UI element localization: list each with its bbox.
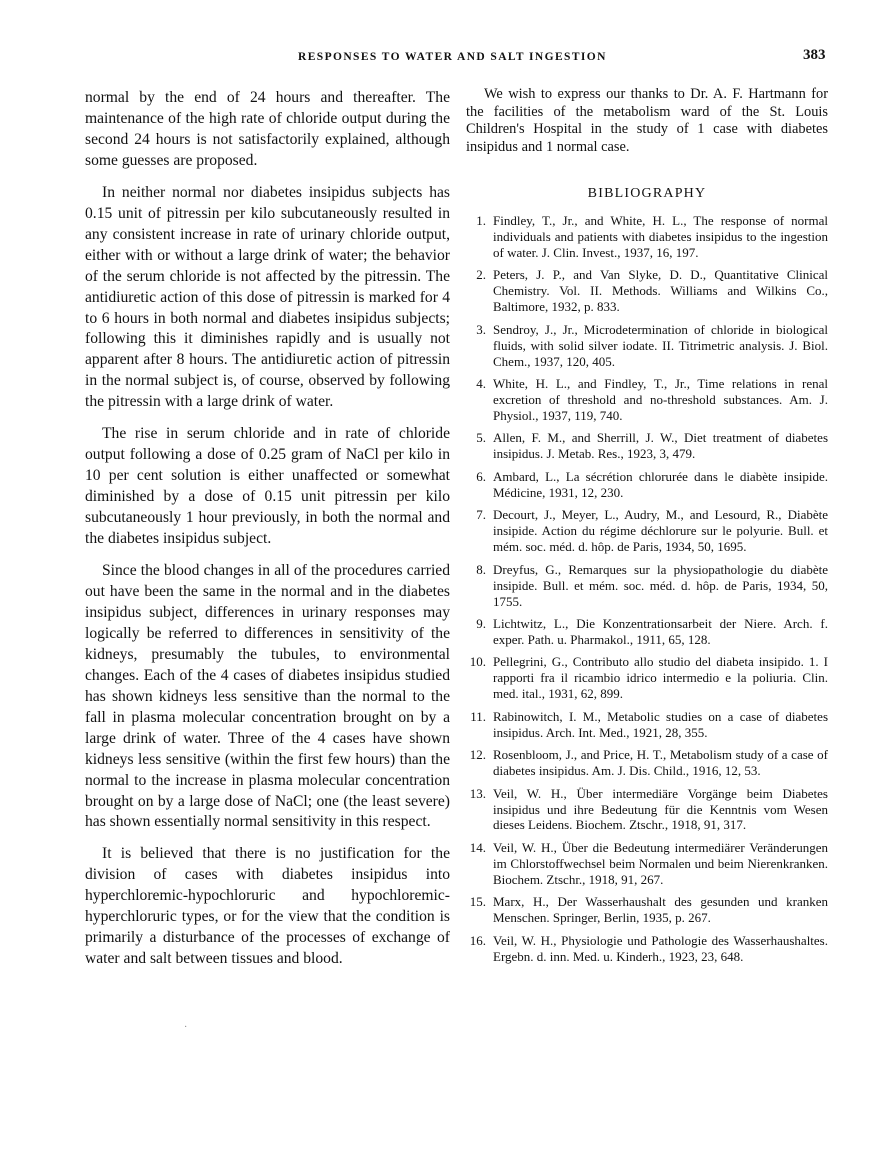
reference-number: 16. <box>469 932 486 948</box>
reference-text: Ambard, L., La sécrétion chlorurée dans le diabète insipide. Médicine, 1931, 12, 230. <box>493 468 828 500</box>
reference-number: 8. <box>476 561 486 577</box>
bibliography-item <box>466 840 828 888</box>
page-header <box>0 47 880 67</box>
right-column <box>466 86 828 971</box>
reference-text: Veil, W. H., Über intermediäre Vorgänge beim Diabetes insipidus und ihre Bedeutung für die Kenntnis vom Wesen dieses Leidens. Biochem. Ztschr., 1918, 91, 317. <box>493 785 828 833</box>
reference-number: 1. <box>476 213 486 228</box>
bibliography-item <box>466 562 828 610</box>
reference-number: 6. <box>476 468 486 484</box>
reference-text: Pellegrini, G., Contributo allo studio del diabeta insipido. 1. I rapporti fra il ricambio idrico intermedio e la poliuria. Clin. med. ital., 1931, 62, 899. <box>493 654 828 702</box>
bibliography-item <box>466 616 828 648</box>
reference-text: Sendroy, J., Jr., Microdetermination of chloride in biological fluids, with solid silver iodate. II. Titrimetric analysis. J. Biol. Chem., 1937, 120, 405. <box>493 321 828 369</box>
reference-text: Lichtwitz, L., Die Konzentrationsarbeit der Niere. Arch. f. exper. Path. u. Pharmakol., 1911, 65, 128. <box>493 615 828 647</box>
page-mark: · <box>184 1022 188 1033</box>
reference-text: Veil, W. H., Über die Bedeutung intermediärer Veränderungen im Chlorstoffwechsel beim Normalen und beim Nierenkranken. Biochem. Ztschr., 1918, 91, 267. <box>493 839 828 887</box>
reference-number: 14. <box>469 839 486 855</box>
reference-text: Allen, F. M., and Sherrill, J. W., Diet treatment of diabetes insipidus. J. Metab. Res., 1923, 3, 479. <box>493 430 828 462</box>
bibliography-item <box>466 322 828 370</box>
bibliography-item <box>466 376 828 424</box>
bibliography-item <box>466 213 828 261</box>
bibliography-item <box>466 267 828 315</box>
reference-number: 10. <box>469 654 486 670</box>
left-column <box>85 88 450 981</box>
reference-number: 2. <box>476 267 486 283</box>
running-title: RESPONSES TO WATER AND SALT INGESTION <box>298 51 607 63</box>
reference-text: Rabinowitch, I. M., Metabolic studies on a case of diabetes insipidus. Arch. Int. Med., 1921, 28, 355. <box>493 708 828 740</box>
reference-number: 12. <box>469 747 486 763</box>
reference-number: 13. <box>469 785 486 801</box>
paragraph: The rise in serum chloride and in rate of chloride output following a dose of 0.25 gram of NaCl per kilo in 10 per cent solution is either unaffected or somewhat diminished by a dose of 0.15 unit pitressin per kilo subcutaneously 1 hour previously, in both the normal and the diabetes insipidus subject. <box>85 425 450 548</box>
paragraph: Since the blood changes in all of the procedures carried out have been the same in the normal and in the diabetes insipidus subject, differences in urinary responses may logically be referred to differences in sensitivity of the kidneys, presumably the tubules, to environmental changes. Each of the 4 cases of diabetes insipidus studied has shown kidneys less sensitive than the normal to the fall in plasma molecular concentration brought on by a large drink of water. Three of the 4 cases have shown kidneys less sensitive (within the first few hours) than the normal to the increase in plasma molecular concentration brought on by a large dose of NaCl; one (the least severe) has shown essentially normal sensitivity in this respect. <box>85 562 450 831</box>
bibliography-item <box>466 933 828 965</box>
bibliography-list <box>466 213 828 965</box>
reference-text: Dreyfus, G., Remarques sur la physiopathologie du diabète insipide. Bull. et mém. soc. méd. d. hôp. de Paris, 1934, 50, 1755. <box>493 561 828 609</box>
reference-number: 5. <box>476 430 486 446</box>
bibliography-item <box>466 786 828 834</box>
reference-number: 15. <box>469 894 486 910</box>
reference-text: White, H. L., and Findley, T., Jr., Time relations in renal excretion of threshold and no-threshold substances. Am. J. Physiol., 1937, 119, 740. <box>493 376 828 423</box>
bibliography-item <box>466 654 828 702</box>
paragraph: In neither normal nor diabetes insipidus subjects has 0.15 unit of pitressin per kilo subcutaneously resulted in any consistent increase in rate of urinary chloride output, either with or without a large drink of water; the behavior of the serum chloride is not affected by the pitressin. The antidiuretic action of this dose of pitressin is marked for 4 to 6 hours in both normal and diabetes insipidus subjects; following this it diminishes rapidly and is usually not apparent after 8 hours. The antidiuretic action of pitressin in the normal subject is, of course, observed by following the pitressin with a large drink of water. <box>85 183 450 411</box>
reference-text: Peters, J. P., and Van Slyke, D. D., Quantitative Clinical Chemistry. Vol. II. Methods. Williams and Wilkins Co., Baltimore, 1932, p. 833. <box>493 267 828 315</box>
bibliography-item <box>466 894 828 926</box>
page-number: 383 <box>803 47 826 63</box>
bibliography-item <box>466 709 828 741</box>
paragraph: normal by the end of 24 hours and thereafter. The maintenance of the high rate of chloride output during the second 24 hours is not satisfactorily explained, although some guesses are proposed. <box>85 89 450 169</box>
bibliography-item <box>466 430 828 462</box>
bibliography-title: BIBLIOGRAPHY <box>587 186 707 201</box>
bibliography-item <box>466 507 828 555</box>
reference-number: 4. <box>476 376 486 392</box>
reference-text: Findley, T., Jr., and White, H. L., The response of normal individuals and patients with diabetes insipidus to the ingestion of water. J. Clin. Invest., 1937, 16, 197. <box>493 213 828 260</box>
reference-number: 7. <box>476 507 486 523</box>
reference-number: 9. <box>476 615 486 631</box>
bibliography-item <box>466 469 828 501</box>
bibliography-item <box>466 747 828 779</box>
reference-text: Veil, W. H., Physiologie und Pathologie des Wasserhaushaltes. Ergebn. d. inn. Med. u. Kinderh., 1923, 23, 648. <box>493 932 828 964</box>
acknowledgment: We wish to express our thanks to Dr. A. F. Hartmann for the facilities of the metabolism ward of the St. Louis Children's Hospital in the study of 1 case with diabetes insipidus and 1 normal case. <box>466 86 828 155</box>
reference-text: Decourt, J., Meyer, L., Audry, M., and Lesourd, R., Diabète insipide. Action du régime déchlorure sur le polyurie. Bull. et mém. soc. méd. d. hôp. de Paris, 1934, 50, 1695. <box>493 507 828 555</box>
reference-number: 3. <box>476 321 486 337</box>
reference-text: Rosenbloom, J., and Price, H. T., Metabolism study of a case of diabetes insipidus. Am. J. Dis. Child., 1916, 12, 53. <box>493 747 828 779</box>
reference-text: Marx, H., Der Wasserhaushalt des gesunden und kranken Menschen. Springer, Berlin, 1935, p. 267. <box>493 894 828 926</box>
paragraph: It is believed that there is no justification for the division of cases with diabetes insipidus into hyperchloremic-hypochloruric and hypochloremic-hyperchloruric types, or for the view that the condition is primarily a disturbance of the processes of exchange of water and salt between tissues and blood. <box>85 845 450 968</box>
reference-number: 11. <box>470 708 486 724</box>
